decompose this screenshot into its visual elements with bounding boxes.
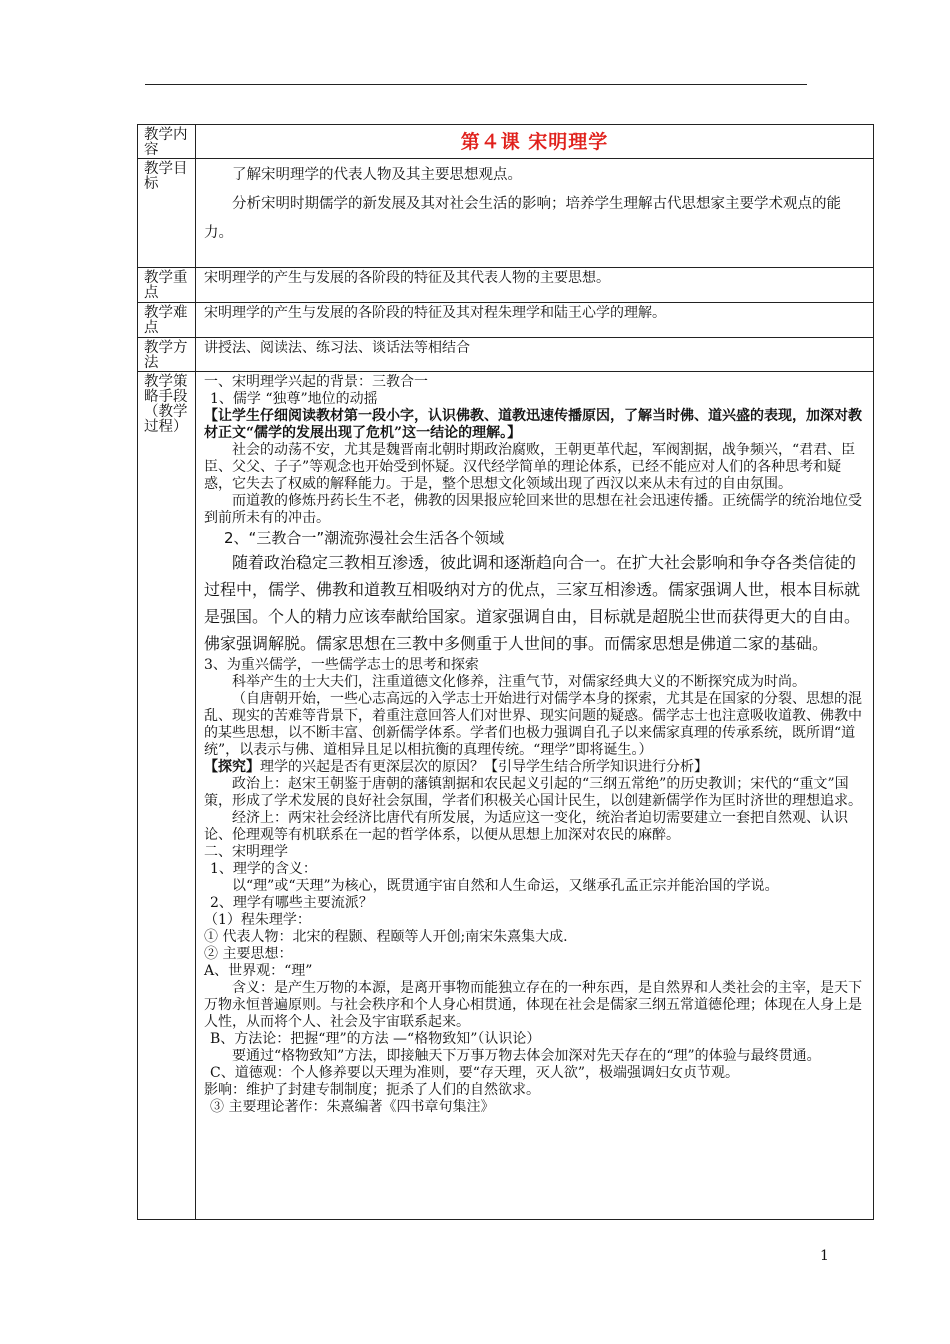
paragraph: 影响：维护了封建专制制度；扼杀了人们的自然欲求。 xyxy=(204,1082,540,1098)
strategy-cell xyxy=(196,372,874,1220)
list-item: ① 代表人物：北宋的程颢、程颐等人开创;南宋朱熹集大成. xyxy=(204,929,568,945)
content-label: 教学内容 xyxy=(138,125,196,159)
goal-line: 分析宋明时期儒学的新发展及其对社会生活的影响；培养学生理解古代思想家主要学术观点的能力。 xyxy=(204,196,841,241)
list-item: ③ 主要理论著作：朱熹编著《四书章句集注》 xyxy=(210,1099,495,1115)
subheading: 1、儒学 “独尊”地位的动摇 xyxy=(210,391,378,407)
explore-tag: 【探究】 xyxy=(204,759,260,775)
list-item: B、方法论：把握“理”的方法 —“格物致知”（认识论） xyxy=(210,1031,541,1047)
subheading: 2、“三教合一”潮流弥漫社会生活各个领域 xyxy=(224,529,505,547)
paragraph: 含义：是产生万物的本源，是离开事物而能独立存在的一种东西，是自然界和人类社会的主宰，是天下万物永恒普遍原则。与社会秩序和个人身心相贯通，体现在社会是儒家三纲五常道德伦理；体现在人身上是人性，从而将个人、社会及宇宙联系起来。 xyxy=(204,980,862,1030)
explore-text: 理学的兴起是否有更深层次的原因？【引导学生结合所学知识进行分析】 xyxy=(260,759,708,775)
difficult-text: 宋明理学的产生与发展的各阶段的特征及其对程朱理学和陆王心学的理解。 xyxy=(196,303,874,338)
lesson-title: 第４课 宋明理学 xyxy=(460,131,609,153)
goal-cell xyxy=(196,159,874,268)
method-label: 教学方法 xyxy=(138,338,196,372)
page-number: 1 xyxy=(820,1248,829,1264)
paragraph: 社会的动荡不安，尤其是魏晋南北朝时期政治腐败，王朝更革代起，军阀割据，战争频兴，“君君、臣臣、父父、子子”等观念也开始受到怀疑。汉代经学简单的理论体系，已经不能应对人们的各种思考和疑惑，它失去了权威的解释能力。于是，整个思想文化领域出现了西汉以来从未有过的自由氛围。 xyxy=(204,442,856,492)
section-heading: 一、宋明理学兴起的背景：三教合一 xyxy=(204,374,428,390)
paragraph: 以“理”或“天理”为核心，既贯通宇宙自然和人生命运，又继承孔孟正宗并能治国的学说。 xyxy=(232,878,779,894)
list-item: C、道德观：个人修养要以天理为准则，要“存天理，灭人欲”，极端强调妇女贞节观。 xyxy=(210,1065,740,1081)
strategy-label: 教学策略手段（教学过程） xyxy=(138,372,196,1220)
subheading: 2、理学有哪些主要流派？ xyxy=(210,895,373,911)
paragraph: 科举产生的士大夫们，注重道德文化修养，注重气节，对儒家经典大义的不断探究成为时尚。 xyxy=(232,674,806,690)
goal-label: 教学目标 xyxy=(138,159,196,268)
section-heading: 二、宋明理学 xyxy=(204,844,288,860)
difficult-label: 教学难点 xyxy=(138,303,196,338)
list-item: A、世界观：“理” xyxy=(204,963,313,979)
paragraph: 随着政治稳定三教相互渗透，彼此调和逐渐趋向合一。在扩大社会影响和争夺各类信徒的过程中，儒学、佛教和道教互相吸纳对方的优点，三家互相渗透。儒家强调人世，根本目标就是强国。个人的精力应该奉献给国家。道家强调自由，目标就是超脱尘世而获得更大的自由。佛家强调解脱。儒家思想在三教中多侧重于人世间的事。而儒家思想是佛道二家的基础。 xyxy=(204,553,861,653)
key-text: 宋明理学的产生与发展的各阶段的特征及其代表人物的主要思想。 xyxy=(196,268,874,303)
lesson-plan-table xyxy=(137,124,874,1220)
subheading: （1）程朱理学： xyxy=(204,912,311,928)
subheading: 3、为重兴儒学，一些儒学志士的思考和探索 xyxy=(204,657,479,673)
method-text: 讲授法、阅读法、练习法、谈话法等相结合 xyxy=(196,338,874,372)
paragraph: （自唐朝开始，一些心志高远的入学志士开始进行对儒学本身的探索，尤其是在国家的分裂、思想的混乱、现实的苦难等背景下，着重注意回答人们对世界、现实问题的疑惑。儒学志士也注意吸收道教、佛教中的某些思想，以不断丰富、创新儒学体系。学者们也极力强调自孔子以来儒家真理的传承系统，既所谓“道统”，以表示与佛、道相异且足以相抗衡的真理传统。“理学”即将诞生。） xyxy=(204,691,862,758)
paragraph: 政治上：赵宋王朝鉴于唐朝的藩镇割据和农民起义引起的“三纲五常绝”的历史教训；宋代的“重文”国策，形成了学术发展的良好社会氛围，学者们积极关心国计民生，以创建新儒学作为匡时济世的理想追求。 xyxy=(204,776,862,809)
paragraph: 经济上：两宋社会经济比唐代有所发展，为适应这一变化，统治者迫切需要建立一套把自然观、认识论、伦理观等有机联系在一起的哲学体系，以便从思想上加深对农民的麻醉。 xyxy=(204,810,848,843)
explore-question xyxy=(204,759,865,776)
key-label: 教学重点 xyxy=(138,268,196,303)
paragraph: 要通过“格物致知”方法，即接触天下万事万物去体会加深对先天存在的“理”的体验与最终贯通。 xyxy=(232,1048,821,1064)
paragraph: 而道教的修炼丹药长生不老，佛教的因果报应轮回来世的思想在社会迅速传播。正统儒学的统治地位受到前所未有的冲击。 xyxy=(204,493,862,526)
teacher-note: 【让学生仔细阅读教材第一段小字，认识佛教、道教迅速传播原因，了解当时佛、道兴盛的表现，加深对教材正文“儒学的发展出现了危机”这一结论的理解。】 xyxy=(204,408,862,441)
goal-line: 了解宋明理学的代表人物及其主要思想观点。 xyxy=(232,167,522,183)
list-item: ② 主要思想： xyxy=(204,946,293,962)
header-rule xyxy=(145,84,807,85)
subheading: 1、理学的含义： xyxy=(210,861,317,877)
